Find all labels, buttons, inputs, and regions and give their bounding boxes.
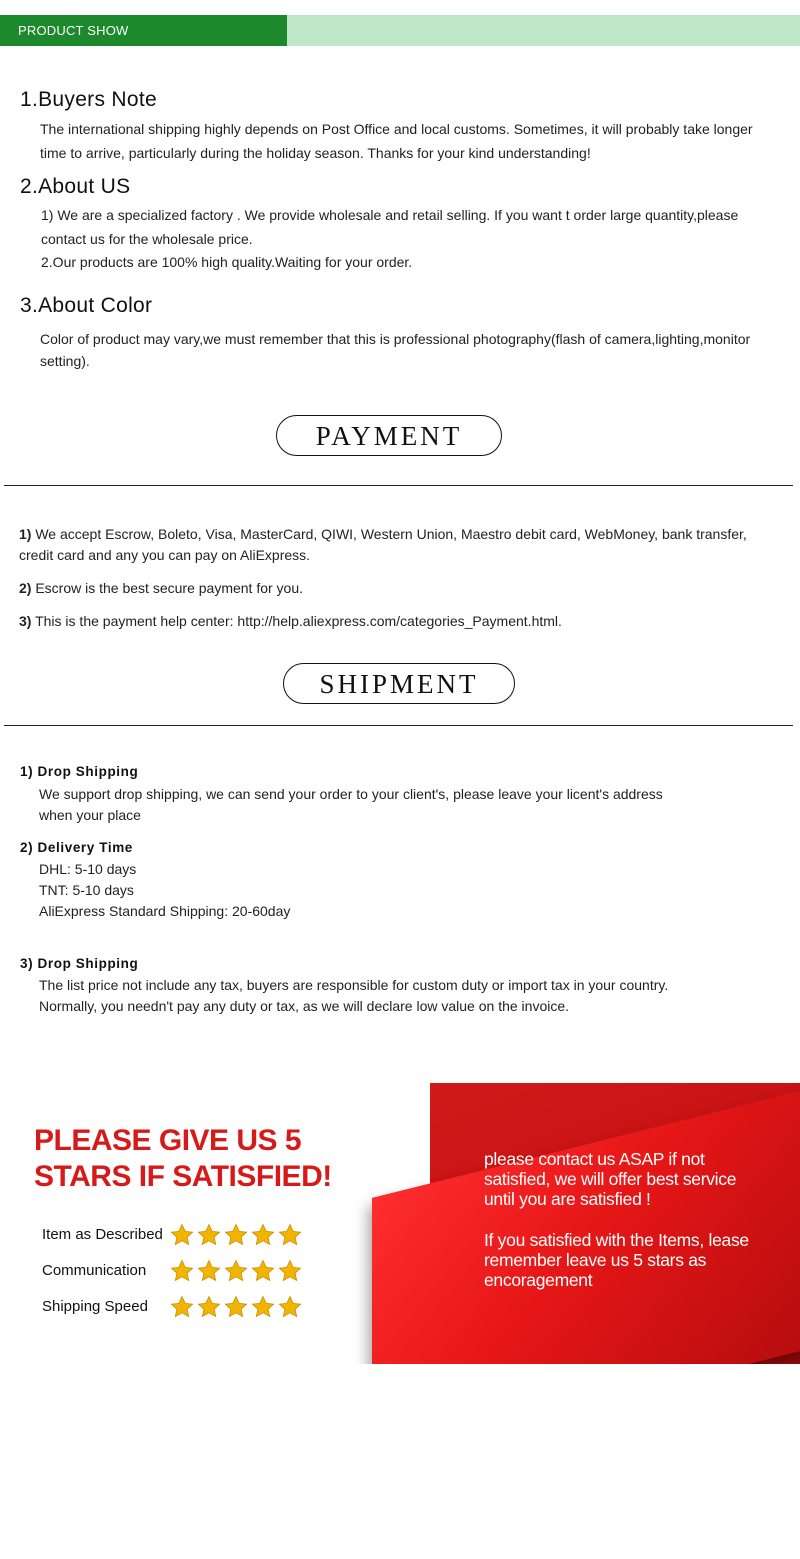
star-icon bbox=[278, 1223, 302, 1247]
star-icon bbox=[251, 1223, 275, 1247]
star-icon bbox=[251, 1295, 275, 1319]
rating-label-shipping-speed: Shipping Speed bbox=[42, 1298, 148, 1315]
payment-item-1 bbox=[19, 524, 779, 566]
star-icon bbox=[278, 1295, 302, 1319]
star-icon bbox=[224, 1223, 248, 1247]
tax-line-1: The list price not include any tax, buyers are responsible for custom duty or import tax in your country. bbox=[39, 977, 669, 993]
delivery-dhl: DHL: 5-10 days bbox=[39, 861, 137, 877]
rating-label-item-described: Item as Described bbox=[42, 1226, 163, 1243]
banner-message-2-line-3: encoragement bbox=[484, 1270, 593, 1290]
about-color-text: Color of product may vary,we must remember that this is professional photography(flash of camera,lighting,monitor setting). bbox=[40, 331, 751, 369]
star-icon bbox=[224, 1295, 248, 1319]
banner-message-2-line-1: If you satisfied with the Items, lease bbox=[484, 1230, 749, 1250]
shipment-heading: SHIPMENT bbox=[283, 663, 515, 704]
payment-heading: PAYMENT bbox=[276, 415, 502, 456]
payment-item-3 bbox=[19, 611, 779, 632]
payment-divider bbox=[4, 485, 793, 486]
star-icon bbox=[170, 1223, 194, 1247]
about-us-line-1: 1) We are a specialized factory . We provide wholesale and retail selling. If you want t order large quantity,please contact us for the wholesale price. bbox=[41, 207, 739, 247]
rating-label-communication: Communication bbox=[42, 1262, 147, 1279]
banner-message-1-line-3: until you are satisfied ! bbox=[484, 1189, 651, 1209]
shipment-divider bbox=[4, 725, 793, 726]
drop-shipping-line-2: when your place bbox=[39, 807, 141, 823]
header-bar bbox=[0, 15, 800, 46]
rating-stars bbox=[170, 1259, 302, 1283]
payment-item-3-text: This is the payment help center: http://help.aliexpress.com/categories_Payment.html. bbox=[31, 613, 562, 629]
delivery-aliexpress: AliExpress Standard Shipping: 20-60day bbox=[39, 903, 291, 919]
star-icon bbox=[197, 1295, 221, 1319]
rating-stars bbox=[170, 1295, 302, 1319]
banner-message-2-line-2: remember leave us 5 stars as bbox=[484, 1250, 707, 1270]
delivery-time-title: 2) Delivery Time bbox=[20, 840, 133, 855]
star-icon bbox=[197, 1223, 221, 1247]
star-icon bbox=[278, 1259, 302, 1283]
star-icon bbox=[251, 1259, 275, 1283]
banner-message-1-line-2: satisfied, we will offer best service bbox=[484, 1169, 737, 1189]
star-icon bbox=[170, 1259, 194, 1283]
drop-shipping-title: 1) Drop Shipping bbox=[20, 764, 139, 779]
payment-item-3-num: 3) bbox=[19, 613, 32, 629]
rating-stars bbox=[170, 1223, 302, 1247]
payment-item-2 bbox=[19, 578, 779, 599]
star-icon bbox=[224, 1259, 248, 1283]
payment-item-1-text: We accept Escrow, Boleto, Visa, MasterCard, QIWI, Western Union, Maestro debit card, WebMoney, bank transfer, credit card and any you can pay on AliExpress. bbox=[19, 526, 747, 563]
feedback-banner bbox=[0, 1083, 800, 1364]
about-color-title: 3.About Color bbox=[20, 294, 153, 317]
buyers-note-title: 1.Buyers Note bbox=[20, 88, 157, 111]
banner-message-1-line-1: please contact us ASAP if not bbox=[484, 1149, 705, 1169]
payment-item-2-text: Escrow is the best secure payment for you. bbox=[31, 580, 304, 596]
star-icon bbox=[197, 1259, 221, 1283]
banner-headline-1: PLEASE GIVE US 5 bbox=[34, 1124, 302, 1157]
delivery-tnt: TNT: 5-10 days bbox=[39, 882, 134, 898]
banner-headline-2: STARS IF SATISFIED! bbox=[34, 1160, 332, 1193]
payment-item-1-num: 1) bbox=[19, 526, 32, 542]
about-us-title: 2.About US bbox=[20, 175, 131, 198]
tax-title: 3) Drop Shipping bbox=[20, 956, 139, 971]
star-icon bbox=[170, 1295, 194, 1319]
buyers-note-text: The international shipping highly depends on Post Office and local customs. Sometimes, it will probably take longer time to arrive, particularly during the holiday season. Thanks for your kind understanding! bbox=[40, 121, 753, 161]
product-show-tab: PRODUCT SHOW bbox=[0, 15, 287, 46]
payment-item-2-num: 2) bbox=[19, 580, 32, 596]
tax-line-2: Normally, you needn't pay any duty or tax, as we will declare low value on the invoice. bbox=[39, 998, 570, 1014]
about-us-line-2: 2.Our products are 100% high quality.Waiting for your order. bbox=[41, 254, 413, 270]
drop-shipping-line-1: We support drop shipping, we can send your order to your client's, please leave your licent's address bbox=[39, 786, 663, 802]
